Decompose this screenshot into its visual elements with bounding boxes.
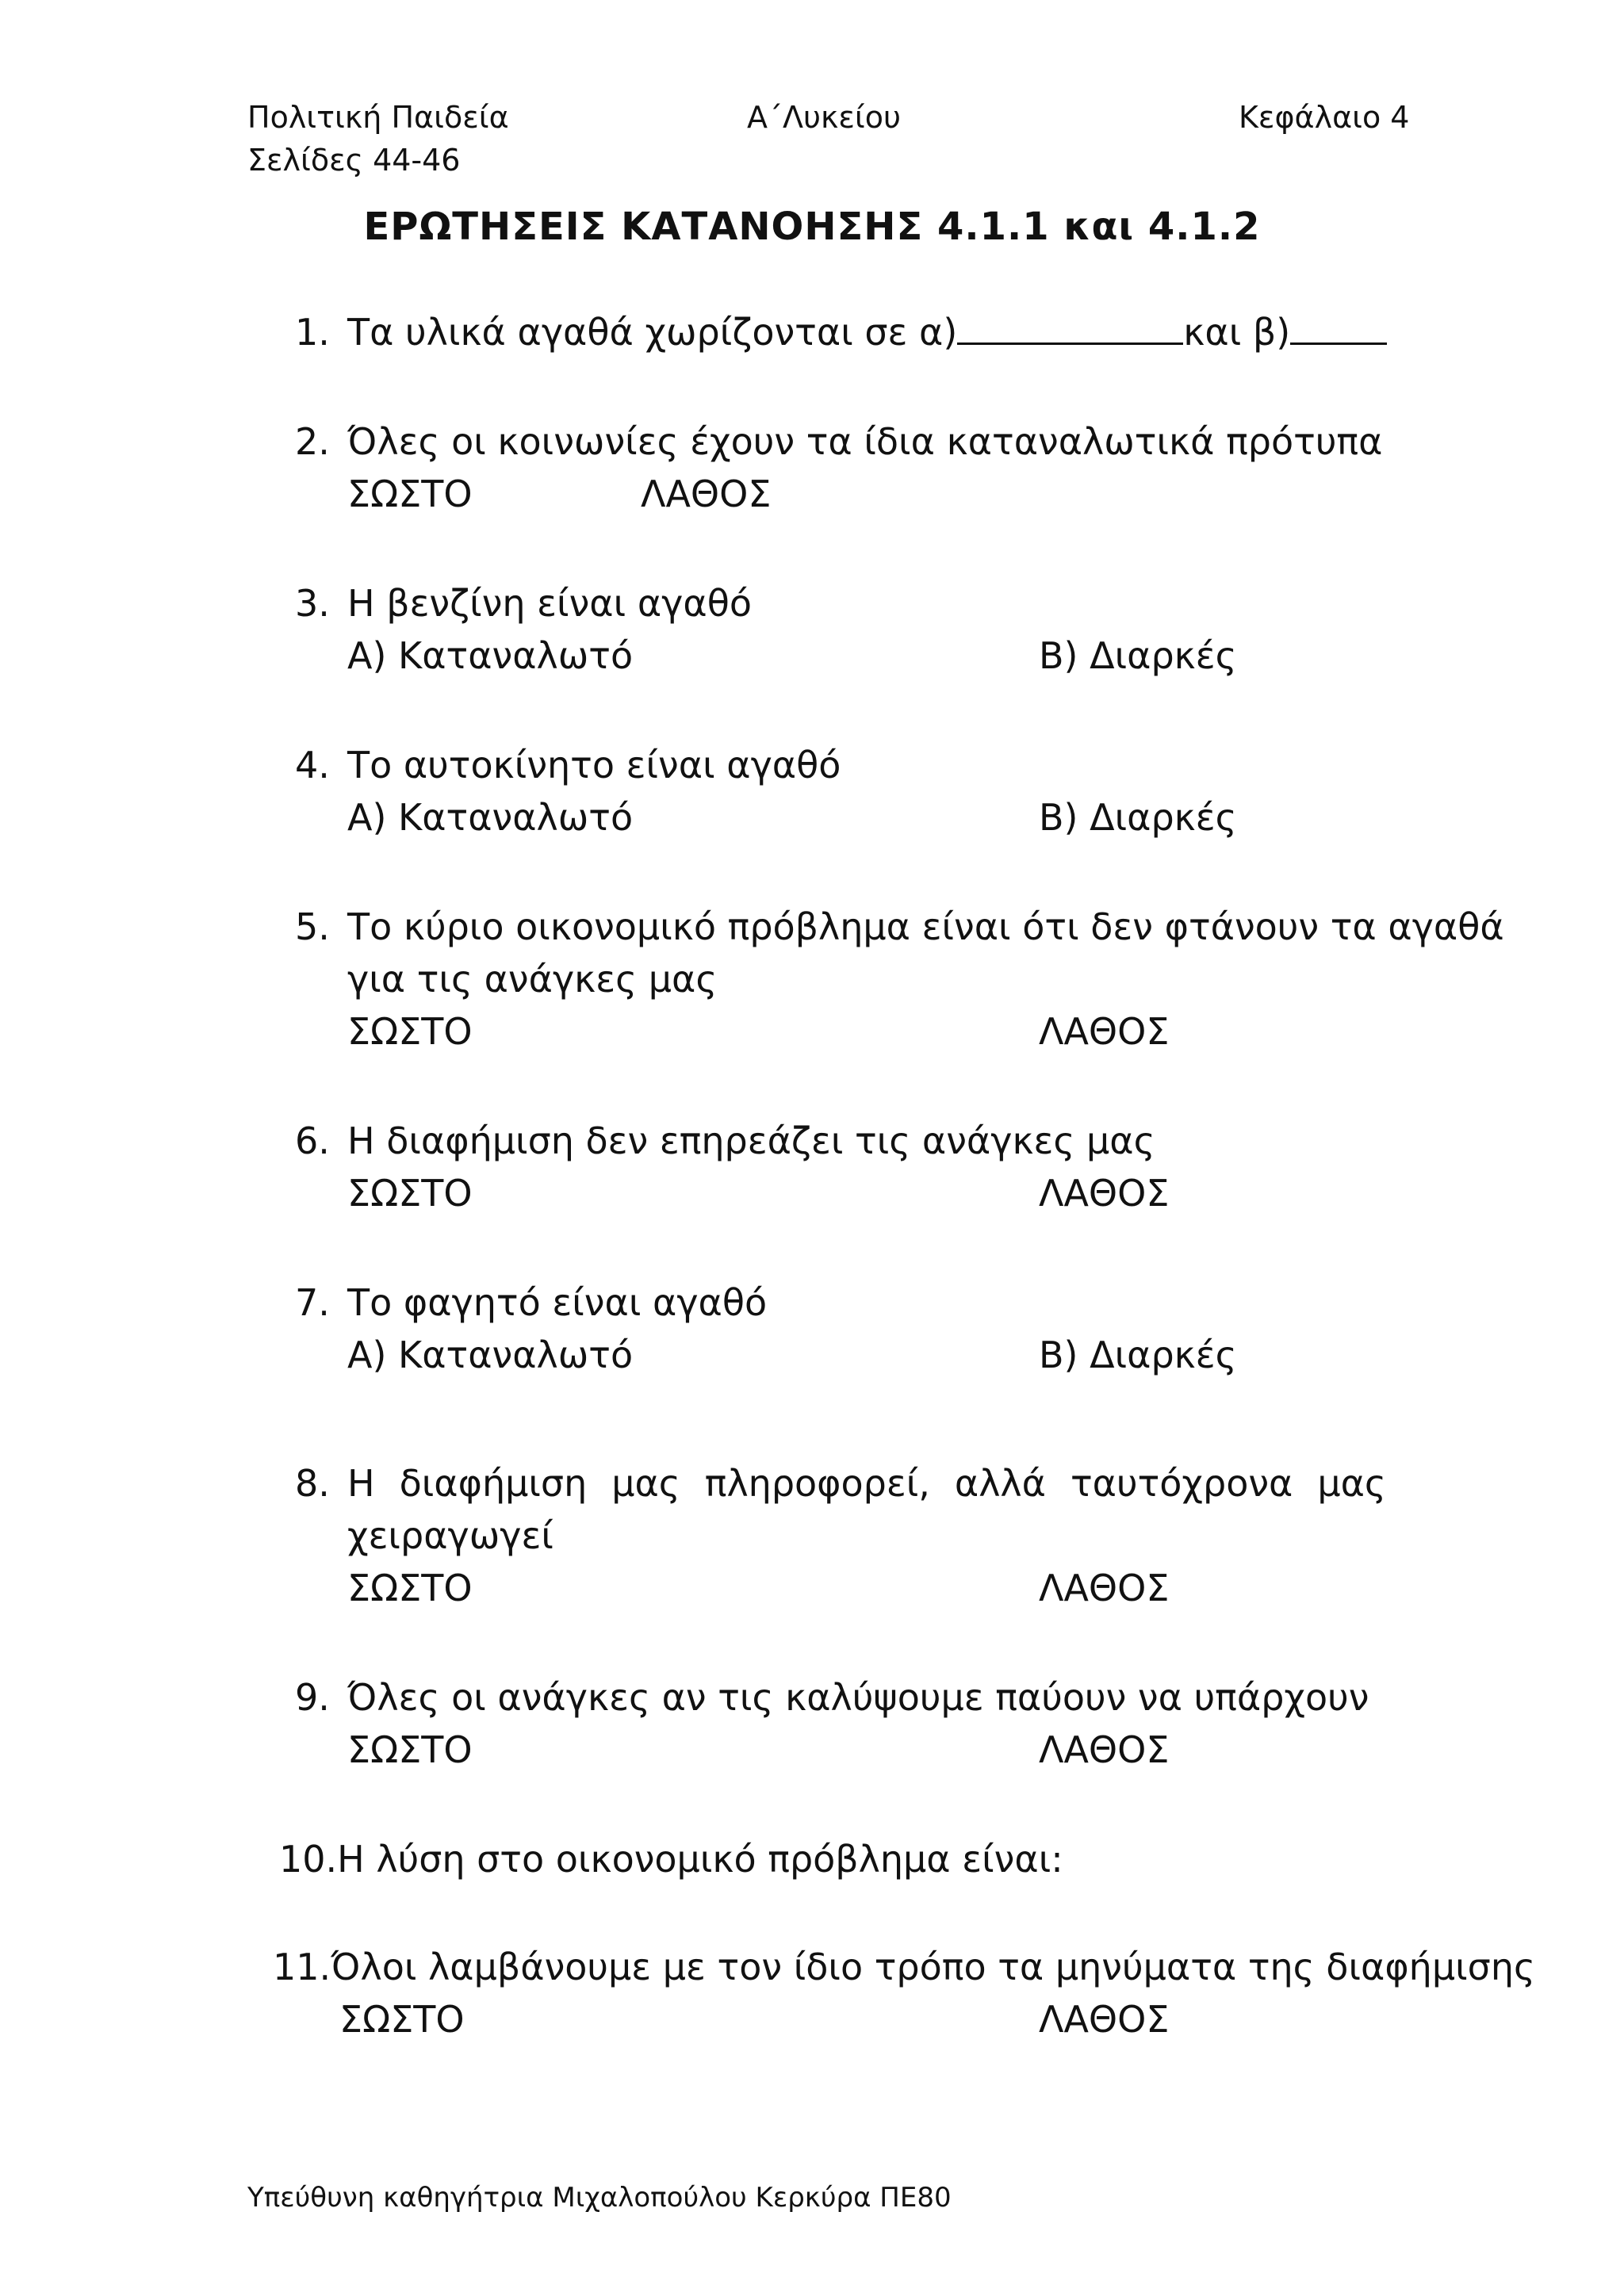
option-true: ΣΩΣΤΟ <box>339 1998 465 2041</box>
question-text: Το κύριο οικονομικό πρόβλημα είναι ότι δεν φτάνουν τα αγαθά <box>347 905 1504 948</box>
question-text: Όλοι λαμβάνουμε με τον ίδιο τρόπο τα μηνύματα της διαφήμισης <box>331 1946 1535 1988</box>
question-number: 7. <box>295 1281 330 1324</box>
word: διαφήμιση <box>399 1462 588 1505</box>
question-text: Η διαφήμιση δεν επηρεάζει τις ανάγκες μας <box>347 1119 1155 1162</box>
question-11 <box>273 1946 1535 1988</box>
option-true: ΣΩΣΤΟ <box>347 1172 473 1215</box>
option-true: ΣΩΣΤΟ <box>347 1010 473 1053</box>
question-number: 6. <box>295 1119 330 1162</box>
question-number: 4. <box>295 744 330 786</box>
header-chapter: Κεφάλαιο 4 <box>1239 100 1410 135</box>
option-b: Β) Διαρκές <box>1039 1334 1237 1376</box>
question-number: 5. <box>295 905 330 948</box>
question-text: Το φαγητό είναι αγαθό <box>347 1281 768 1324</box>
footer-credit: Υπεύθυνη καθηγήτρια Μιχαλοπούλου Κερκύρα ΠΕ80 <box>247 2182 952 2214</box>
word: μας <box>1317 1462 1386 1505</box>
question-text-continued: για τις ανάγκες μας <box>347 958 718 1001</box>
question-text: Η βενζίνη είναι αγαθό <box>347 582 752 625</box>
option-false: ΛΑΘΟΣ <box>1039 1728 1170 1771</box>
question-10 <box>279 1838 1063 1881</box>
header-grade: Α΄Λυκείου <box>747 100 902 135</box>
question-number: 10. <box>279 1838 338 1881</box>
question-number: 1. <box>295 311 330 354</box>
option-a: Α) Καταναλωτό <box>347 1334 634 1376</box>
question-1 <box>347 311 1387 354</box>
question-text: Το αυτοκίνητο είναι αγαθό <box>347 744 841 786</box>
answer-blank-a <box>957 311 1183 345</box>
question-text: Τα υλικά αγαθά χωρίζονται σε α) <box>347 311 958 354</box>
word: μας <box>611 1462 680 1505</box>
page-title: ΕΡΩΤΗΣΕΙΣ ΚΑΤΑΝΟΗΣΗΣ 4.1.1 και 4.1.2 <box>363 205 1261 249</box>
question-number: 11. <box>273 1946 331 1988</box>
option-false: ΛΑΘΟΣ <box>1039 1010 1170 1053</box>
word: ταυτόχρονα <box>1070 1462 1293 1505</box>
header-pages: Σελίδες 44-46 <box>247 143 461 178</box>
word: πληροφορεί, <box>704 1462 930 1505</box>
option-a: Α) Καταναλωτό <box>347 796 634 839</box>
option-true: ΣΩΣΤΟ <box>347 473 473 515</box>
question-text: Όλες οι κοινωνίες έχουν τα ίδια καταναλωτικά πρότυπα <box>347 420 1383 463</box>
word: Η <box>347 1462 375 1505</box>
word: αλλά <box>954 1462 1046 1505</box>
option-false: ΛΑΘΟΣ <box>1039 1998 1170 2041</box>
option-false: ΛΑΘΟΣ <box>1039 1172 1170 1215</box>
question-number: 8. <box>295 1462 330 1505</box>
header-subject: Πολιτική Παιδεία <box>247 100 509 135</box>
question-number: 3. <box>295 582 330 625</box>
answer-blank-b <box>1290 311 1387 345</box>
question-text-continued: χειραγωγεί <box>347 1514 553 1557</box>
option-true: ΣΩΣΤΟ <box>347 1728 473 1771</box>
question-text: Όλες οι ανάγκες αν τις καλύψουμε παύουν να υπάρχουν <box>347 1676 1369 1719</box>
option-a: Α) Καταναλωτό <box>347 634 634 677</box>
question-text: Η λύση στο οικονομικό πρόβλημα είναι: <box>337 1838 1063 1881</box>
question-number: 9. <box>295 1676 330 1719</box>
question-text: και β) <box>1183 311 1291 354</box>
option-false: ΛΑΘΟΣ <box>641 473 772 515</box>
option-b: Β) Διαρκές <box>1039 796 1237 839</box>
option-true: ΣΩΣΤΟ <box>347 1567 473 1609</box>
question-number: 2. <box>295 420 330 463</box>
question-text <box>347 1462 1386 1505</box>
option-b: Β) Διαρκές <box>1039 634 1237 677</box>
option-false: ΛΑΘΟΣ <box>1039 1567 1170 1609</box>
